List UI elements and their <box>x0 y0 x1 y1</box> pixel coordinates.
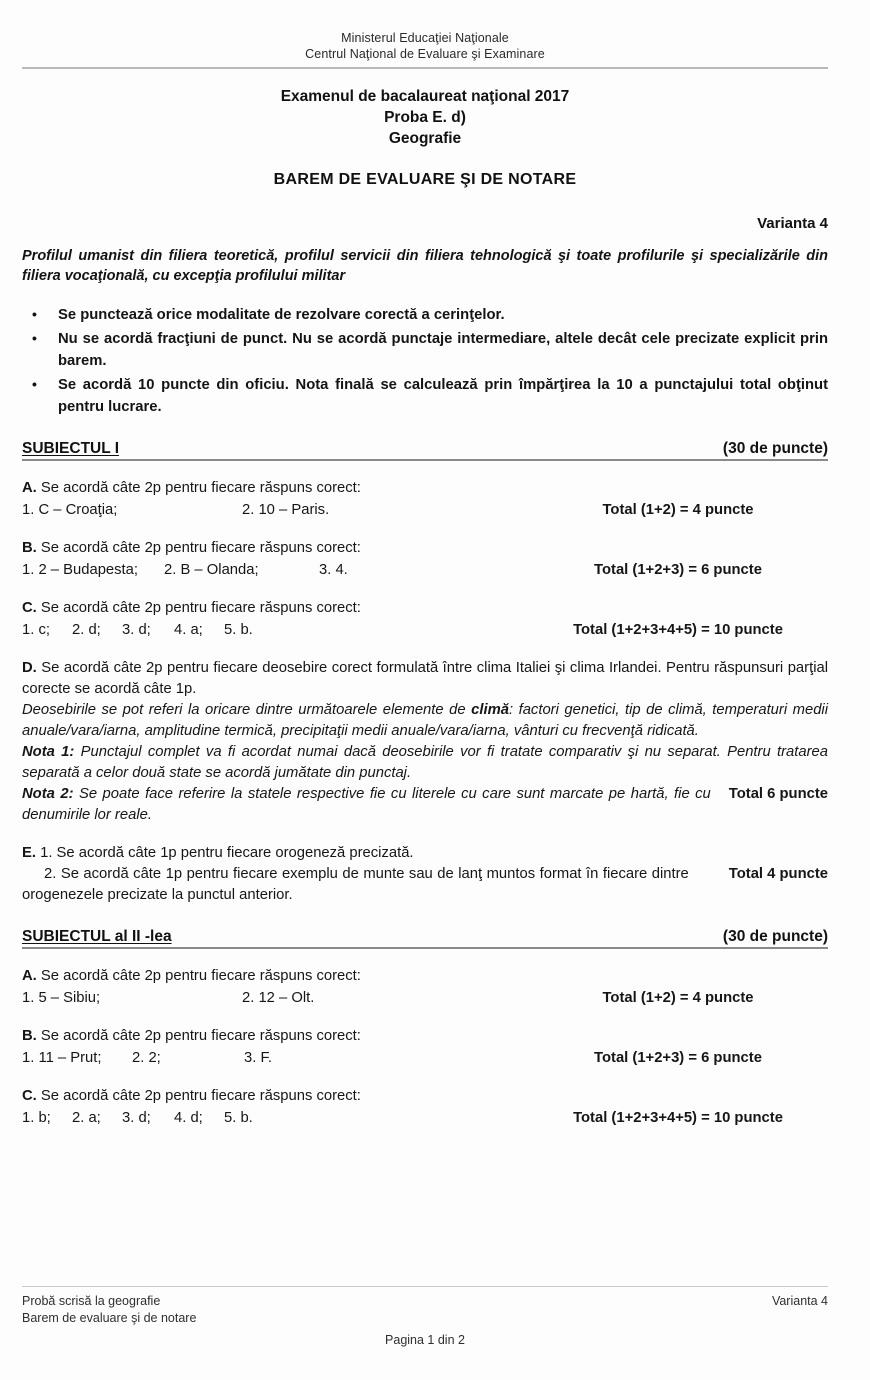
answer-d-elements-post: : factori genetici, tip de climă, temperaturi medii anuale/vara/iarna, amplitudine termică, precipitaţii medii anuale/vara/iarna, vânturi cu frecvenţă ridicată. <box>22 702 829 739</box>
answer-item: 1. 5 – Sibiu; <box>22 990 101 1006</box>
footer-divider <box>22 1286 828 1287</box>
answer-d-intro-text: Se acordă câte 2p pentru fiecare deosebire corect formulată între clima Italiei şi clima Irlandei. Pentru răspunsuri parţial corecte se acordă câte 1p. <box>22 660 828 697</box>
nota-2-label: Nota 2: <box>22 786 74 802</box>
answer-items <box>22 559 348 581</box>
answer-total: Total (1+2) = 4 puncte <box>602 502 754 518</box>
answer-row <box>22 499 828 521</box>
footer-variant: Varianta 4 <box>771 1294 828 1308</box>
answer-item: 4. a; <box>174 622 203 638</box>
section-heading-subiect-1 <box>22 440 828 461</box>
answer-total: Total (1+2) = 4 puncte <box>602 990 754 1006</box>
answer-head-text: Se acordă câte 2p pentru fiecare răspuns corect: <box>36 1088 361 1104</box>
exam-title-line-3: Geografie <box>388 130 462 147</box>
answer-letter: B. <box>22 540 37 556</box>
answer-total: Total 4 puncte <box>728 866 828 882</box>
section-title: SUBIECTUL I <box>22 440 120 457</box>
answer-e-line-2 <box>22 864 828 906</box>
answer-block-1a <box>22 478 828 521</box>
answer-item: 3. d; <box>122 1110 151 1126</box>
answer-d-elements-pre: Deosebirile se pot referi la oricare dintre următoarele elemente de <box>22 702 472 718</box>
answer-head <box>22 1026 828 1047</box>
answer-item: 2. 12 – Olt. <box>242 990 315 1006</box>
answer-item: 5. b. <box>224 1110 253 1126</box>
nota-1-text: Punctajul complet va fi acordat numai dacă deosebirile vor fi tratate comparativ şi nu separat. Pentru tratarea separată a celor două state se acordă jumătate din punctaj. <box>22 744 828 781</box>
exam-title-block <box>22 86 828 149</box>
variant-label: Varianta 4 <box>757 215 828 232</box>
answer-items <box>22 499 329 521</box>
answer-block-2c <box>22 1086 828 1129</box>
answer-row <box>22 559 828 581</box>
footer-doc-type: Barem de evaluare şi de notare <box>22 1311 197 1325</box>
answer-e-line-1 <box>22 843 828 864</box>
answer-head <box>22 538 828 559</box>
answer-letter: A. <box>22 480 37 496</box>
answer-item: 2. 2; <box>132 1050 161 1066</box>
answer-head <box>22 1086 828 1107</box>
answer-total: Total (1+2+3+4+5) = 10 puncte <box>573 1110 783 1126</box>
answer-head <box>22 966 828 987</box>
answer-item: 1. b; <box>22 1110 51 1126</box>
answer-letter: E. <box>22 845 36 861</box>
ministry-line-1: Ministerul Educaţiei Naţionale <box>341 31 509 45</box>
answer-item: 4. d; <box>174 1110 203 1126</box>
answer-head-text: Se acordă câte 2p pentru fiecare răspuns corect: <box>36 540 361 556</box>
answer-row <box>22 1047 828 1069</box>
nota-1-label: Nota 1: <box>22 744 75 760</box>
answer-item: 2. 10 – Paris. <box>242 502 330 518</box>
answer-head-text: Se acordă câte 2p pentru fiecare răspuns corect: <box>36 968 361 984</box>
list-item: • Se acordă 10 puncte din oficiu. Nota finală se calculează prin împărţirea la 10 a punctajului total obţinut pentru lucrare. <box>22 374 828 418</box>
answer-row <box>22 619 828 641</box>
answer-e-line-1-text: 1. Se acordă câte 1p pentru fiecare orogeneză precizată. <box>35 845 414 861</box>
header-divider <box>22 67 828 69</box>
answer-block-2b <box>22 1026 828 1069</box>
answer-total: Total 6 puncte <box>728 786 828 802</box>
answer-total: Total (1+2+3) = 6 puncte <box>594 562 762 578</box>
answer-head-text: Se acordă câte 2p pentru fiecare răspuns corect: <box>36 1028 361 1044</box>
answer-items <box>22 1107 253 1129</box>
answer-letter: A. <box>22 968 37 984</box>
barem-title: BAREM DE EVALUARE ŞI DE NOTARE <box>273 171 577 188</box>
answer-head <box>22 478 828 499</box>
answer-d-elements-keyword: climă <box>471 702 509 718</box>
list-item: • Nu se acordă fracţiuni de punct. Nu se acordă punctaje intermediare, altele decât cele precizate explicit prin barem. <box>22 328 828 372</box>
ministry-line-2: Centrul Naţional de Evaluare şi Examinare <box>305 47 545 61</box>
answer-d-nota-1 <box>22 742 828 784</box>
section-points: (30 de puncte) <box>722 440 828 457</box>
footer-page-number: Pagina 1 din 2 <box>385 1333 465 1347</box>
nota-2-text: Se poate face referire la statele respective fie cu literele cu care sunt marcate pe hartă, fie cu denumirile lor reale. <box>22 786 711 823</box>
page-footer <box>22 1286 828 1347</box>
answer-total: Total (1+2+3) = 6 puncte <box>594 1050 762 1066</box>
answer-d-nota-2 <box>22 784 828 826</box>
footer-subject: Probă scrisă la geografie <box>22 1294 161 1308</box>
section-points: (30 de puncte) <box>722 928 828 945</box>
answer-total: Total (1+2+3+4+5) = 10 puncte <box>573 622 783 638</box>
grading-rules-list <box>22 304 828 418</box>
answer-items <box>22 1047 272 1069</box>
list-item: • Se punctează orice modalitate de rezolvare corectă a cerinţelor. <box>22 304 828 326</box>
answer-block-1d <box>22 658 828 826</box>
answer-block-1e <box>22 843 828 906</box>
answer-item: 2. d; <box>72 622 101 638</box>
answer-letter: C. <box>22 1088 37 1104</box>
answer-item: 2. B – Olanda; <box>164 562 259 578</box>
answer-item: 2. a; <box>72 1110 101 1126</box>
answer-block-1c <box>22 598 828 641</box>
answer-block-1b <box>22 538 828 581</box>
exam-title-line-1: Examenul de bacalaureat naţional 2017 <box>280 88 570 105</box>
answer-block-2a <box>22 966 828 1009</box>
section-heading-subiect-2 <box>22 928 828 949</box>
answer-items <box>22 619 253 641</box>
answer-item: 3. 4. <box>319 562 348 578</box>
answer-d-elements <box>22 700 828 742</box>
answer-item: 3. F. <box>244 1050 272 1066</box>
answer-item: 1. C – Croaţia; <box>22 502 118 518</box>
answer-head <box>22 598 828 619</box>
answer-d-intro <box>22 658 828 700</box>
answer-letter: D. <box>22 660 37 676</box>
answer-items <box>22 987 314 1009</box>
answer-item: 5. b. <box>224 622 253 638</box>
answer-head-text: Se acordă câte 2p pentru fiecare răspuns corect: <box>36 600 361 616</box>
answer-row <box>22 987 828 1009</box>
answer-item: 1. c; <box>22 622 50 638</box>
answer-item: 3. d; <box>122 622 151 638</box>
answer-row <box>22 1107 828 1129</box>
answer-head-text: Se acordă câte 2p pentru fiecare răspuns corect: <box>36 480 361 496</box>
page-content <box>22 0 828 1129</box>
profile-note: Profilul umanist din filiera teoretică, profilul servicii din filiera tehnologică şi toate profilurile şi specializările din filiera vocaţională, cu excepţia profilului militar <box>22 248 828 284</box>
document-header <box>22 0 828 69</box>
footer-left <box>22 1293 196 1327</box>
footer-columns <box>22 1293 828 1327</box>
answer-item: 1. 11 – Prut; <box>22 1050 102 1066</box>
exam-title-line-2: Proba E. d) <box>384 109 466 126</box>
section-title: SUBIECTUL al II -lea <box>22 928 172 945</box>
answer-letter: C. <box>22 600 37 616</box>
answer-item: 1. 2 – Budapesta; <box>22 562 138 578</box>
answer-e-line-2-text: 2. Se acordă câte 1p pentru fiecare exemplu de munte sau de lanţ muntos format în fiecare dintre orogenezele precizate la punctul anterior. <box>22 866 689 903</box>
answer-letter: B. <box>22 1028 37 1044</box>
